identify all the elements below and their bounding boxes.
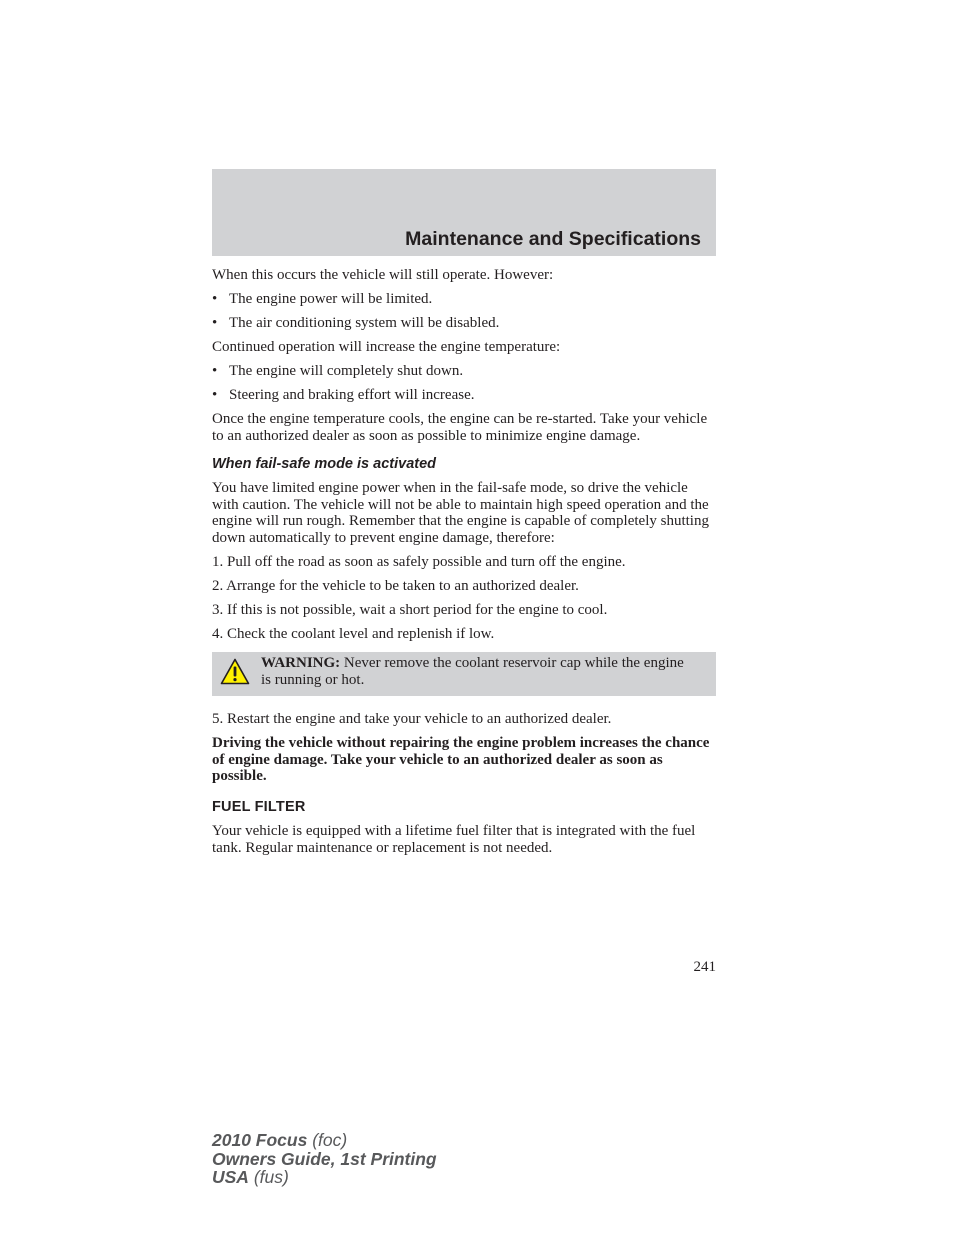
step-item: 2. Arrange for the vehicle to be taken to an authorized dealer. bbox=[212, 577, 579, 594]
fuel-filter-paragraph: Your vehicle is equipped with a lifetime fuel filter that is integrated with the fuel tank. Regular maintenance or replacement is not needed. bbox=[212, 823, 696, 856]
bullet-item: • The engine will completely shut down. bbox=[212, 363, 464, 379]
step-item: 5. Restart the engine and take your vehicle to an authorized dealer. bbox=[212, 711, 612, 727]
footer bbox=[212, 1131, 437, 1187]
page-number: 241 bbox=[693, 959, 716, 975]
bullet-item: • The air conditioning system will be disabled. bbox=[212, 315, 500, 331]
footer-region-line: USA (fus) bbox=[212, 1167, 289, 1187]
warning-text: Never remove the coolant reservoir cap while the engine is running or hot. bbox=[261, 655, 684, 688]
intro-paragraph: When this occurs the vehicle will still operate. However: bbox=[212, 267, 554, 283]
failsafe-subheading: When fail-safe mode is activated bbox=[212, 456, 437, 472]
warning-label: WARNING: bbox=[261, 655, 341, 671]
bullet-item: • The engine power will be limited. bbox=[212, 291, 433, 307]
section-header-band bbox=[212, 169, 716, 256]
step-item: 1. Pull off the road as soon as safely possible and turn off the engine. bbox=[212, 553, 626, 570]
continued-paragraph: Continued operation will increase the engine temperature: bbox=[212, 339, 561, 355]
step-item: 4. Check the coolant level and replenish if low. bbox=[212, 625, 495, 642]
bullet-item: • Steering and braking effort will increase. bbox=[212, 387, 475, 403]
warning-triangle-icon bbox=[220, 658, 250, 685]
section-title: Maintenance and Specifications bbox=[405, 228, 701, 250]
warning-box bbox=[212, 652, 716, 696]
footer-guide-line: Owners Guide, 1st Printing bbox=[212, 1148, 437, 1169]
page-content bbox=[212, 267, 716, 864]
footer-model-line: 2010 Focus (foc) bbox=[212, 1130, 348, 1150]
bold-note: Driving the vehicle without repairing the engine problem increases the chance of engine damage. Take your vehicle to an authorized dealer as soon as possible. bbox=[212, 735, 710, 784]
cools-paragraph: Once the engine temperature cools, the engine can be re-started. Take your vehicle to an authorized dealer as soon as possible to minimize engine damage. bbox=[212, 411, 708, 444]
step-item: 3. If this is not possible, wait a short period for the engine to cool. bbox=[212, 601, 608, 618]
failsafe-paragraph: You have limited engine power when in the fail-safe mode, so drive the vehicle with caution. The vehicle will not be able to maintain high speed operation and the engine will run rough. Remember that the engine is capable of completely shutting down automatically to prevent engine damage, therefore: bbox=[212, 480, 709, 546]
fuel-filter-heading: FUEL FILTER bbox=[212, 798, 306, 815]
